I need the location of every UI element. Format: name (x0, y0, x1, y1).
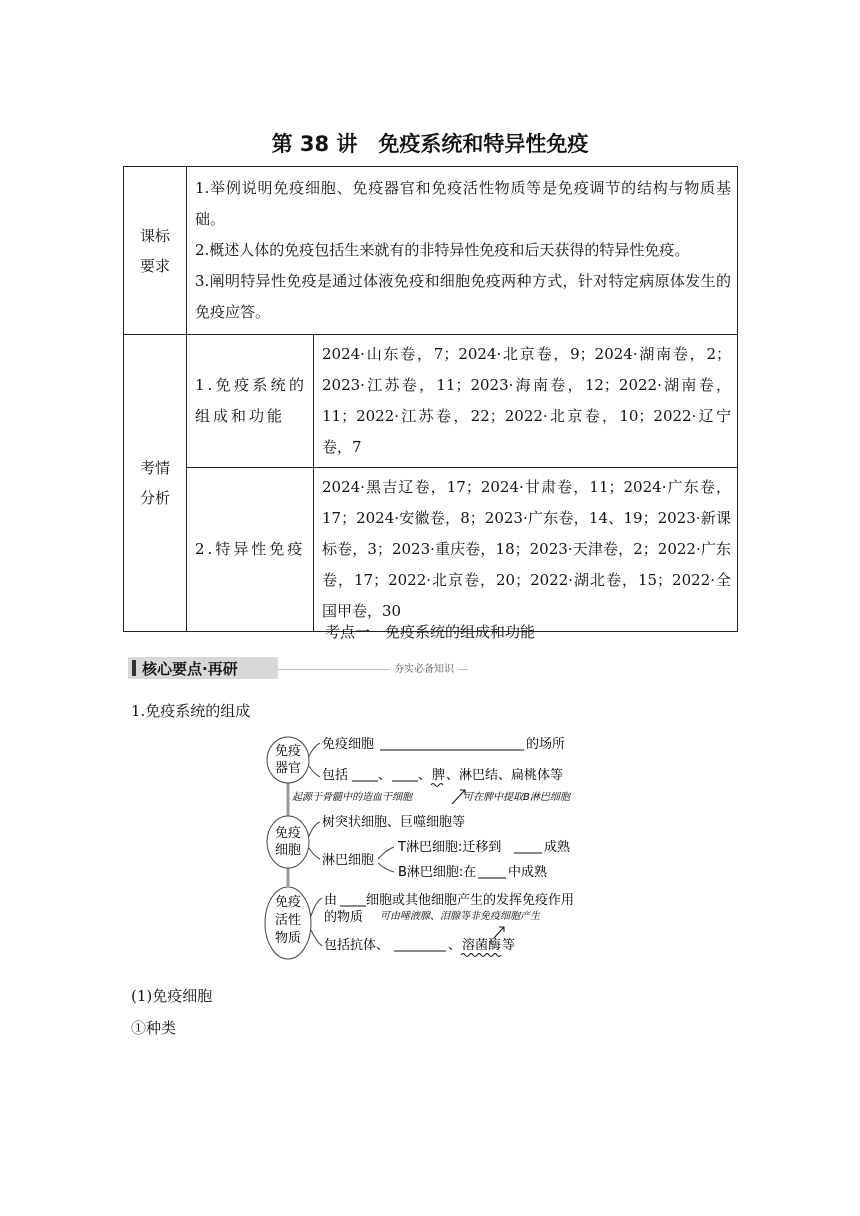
cells-brace (309, 822, 320, 859)
requirement-item: 1.举例说明免疫细胞、免疫器官和免疫活性物质等是免疫调节的结构与物质基础。 (195, 179, 731, 228)
organs-brace (309, 743, 320, 777)
active-label: 免疫 (274, 895, 302, 910)
banner-stripe (132, 660, 136, 676)
active-item1-mid: 细胞或其他细胞产生的发挥免疫作用 (366, 893, 575, 908)
b-cell: B淋巴细胞:在 (398, 865, 477, 880)
requirements-header: 课标要求 (124, 167, 187, 335)
immune-system-diagram (258, 726, 608, 966)
organs-item2: 包括 (322, 768, 349, 783)
active-item2-end: 等 (502, 938, 516, 953)
exams-cell: 2024·黑吉辽卷，17；2024·甘肃卷，11；2024·广东卷，17；2024·安徽卷，8；2023·广东卷，14、19；2023·新课标卷，3；2023·重庆卷，18；2023·天津卷，2；2022·广东卷，17；2022·北京卷，20；2022·湖北卷，15；2022·全国甲卷，30 (314, 468, 738, 632)
organs-item2-rest: 、淋巴结、扁桃体等 (446, 768, 564, 783)
cells-label: 细胞 (274, 843, 302, 858)
topic-cell: 1.免疫系统的组成和功能 (187, 335, 314, 468)
organs-label: 器官 (274, 761, 302, 776)
wavy-underline (461, 954, 501, 957)
section-subtitle: 考点一 免疫系统的组成和功能 (324, 623, 535, 641)
separator: 、 (418, 768, 432, 783)
requirement-item: 3.阐明特异性免疫是通过体液免疫和细胞免疫两种方式，针对特定病原体发生的免疫应答。 (195, 272, 731, 321)
active-item1-end: 的物质 (324, 910, 364, 925)
t-cell-end: 成熟 (544, 840, 571, 855)
note-origin: 起源于骨髓中的造血干细胞 (292, 792, 412, 803)
lysozyme-term: 溶菌酶 (462, 938, 502, 953)
organs-item1: 免疫细胞 (322, 737, 375, 752)
arrow-icon (494, 927, 504, 938)
banner-tag: 夯实必备知识 (390, 660, 458, 675)
section-banner (128, 657, 468, 679)
syllabus-table (123, 166, 738, 632)
organs-item1-end: 的场所 (526, 737, 566, 752)
separator: 、 (448, 938, 462, 953)
table-row (124, 335, 738, 468)
section-heading: 1.免疫系统的组成 (131, 702, 251, 720)
topic-cell: 2.特异性免疫 (187, 468, 314, 632)
active-item1: 由 (324, 893, 338, 908)
active-brace (311, 898, 322, 946)
active-label: 物质 (274, 931, 302, 946)
wavy-underline (431, 784, 443, 787)
cells-oval (267, 816, 309, 868)
requirement-item: 2.概述人体的免疫包括生来就有的非特异性免疫和后天获得的特异性免疫。 (195, 241, 690, 259)
lymph-brace (378, 847, 394, 872)
cells-label: 免疫 (274, 826, 302, 841)
cells-item2: 淋巴细胞 (322, 853, 375, 868)
subsection-heading: (1)免疫细胞 (131, 987, 213, 1005)
t-cell: T淋巴细胞:迁移到 (398, 840, 502, 855)
requirements-cell (187, 167, 738, 335)
note-active: 可由唾液腺、泪腺等非免疫细胞产生 (380, 911, 540, 922)
organs-label: 免疫 (274, 744, 302, 759)
separator: 、 (378, 768, 392, 783)
note-spleen: 可在脾中提取B淋巴细胞 (463, 792, 570, 803)
banner-label: 核心要点·再研 (142, 660, 238, 678)
active-item2: 包括抗体、 (324, 938, 390, 953)
page-title: 第 38 讲 免疫系统和特异性免疫 (271, 132, 589, 156)
spleen-term: 脾 (432, 768, 446, 783)
table-row (124, 167, 738, 335)
cells-item1: 树突状细胞、巨噬细胞等 (322, 815, 466, 830)
table-row (124, 468, 738, 632)
subsection-item: ①种类 (131, 1019, 177, 1037)
exams-cell: 2024·山东卷，7；2024·北京卷，9；2024·湖南卷，2；2023·江苏卷，11；2023·海南卷，12；2022·湖南卷，11；2022·江苏卷，22；2022·北京卷，10；2022·辽宁卷，7 (314, 335, 738, 468)
analysis-header: 考情分析 (124, 335, 187, 632)
active-label: 活性 (274, 913, 302, 928)
b-cell-end: 中成熟 (508, 865, 548, 880)
